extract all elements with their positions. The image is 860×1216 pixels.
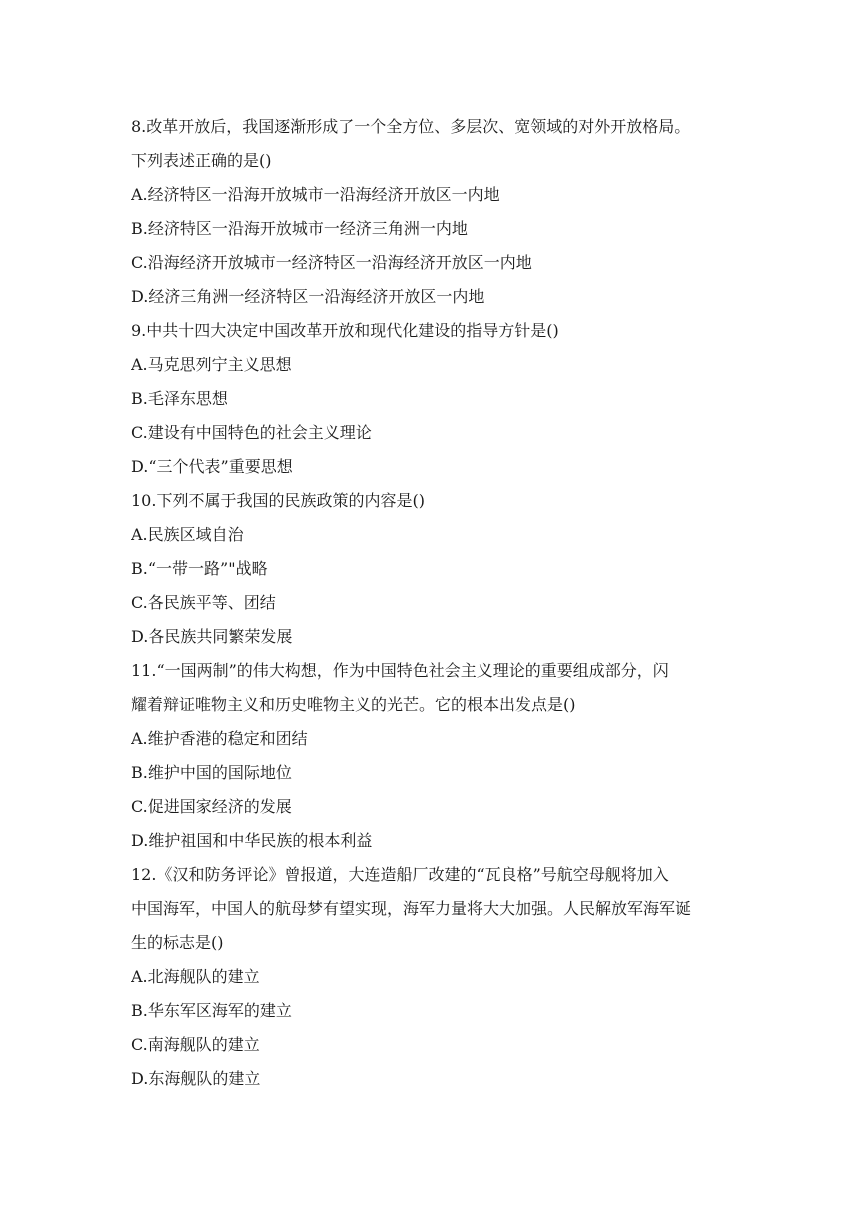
question-12-option-d: D.东海舰队的建立 (131, 1069, 261, 1088)
question-11 (131, 654, 731, 858)
question-12-option-a: A.北海舰队的建立 (131, 967, 260, 986)
question-11-stem-line-2: 耀着辩证唯物主义和历史唯物主义的光芒。它的根本出发点是() (131, 695, 576, 714)
question-8-option-d: D.经济三角洲一经济特区一沿海经济开放区一内地 (131, 287, 485, 306)
question-11-option-b: B.维护中国的国际地位 (131, 763, 292, 782)
question-9-option-c: C.建设有中国特色的社会主义理论 (131, 423, 372, 442)
question-9-stem-line-1: 9.中共十四大决定中国改革开放和现代化建设的指导方针是() (131, 321, 559, 340)
question-10-stem-line-1: 10.下列不属于我国的民族政策的内容是() (131, 491, 425, 510)
question-11-option-d: D.维护祖国和中华民族的根本利益 (131, 831, 373, 850)
question-11-option-a: A.维护香港的稳定和团结 (131, 729, 308, 748)
question-10-option-a: A.民族区域自治 (131, 525, 244, 544)
question-9-option-b: B.毛泽东思想 (131, 389, 228, 408)
question-9 (131, 314, 731, 484)
question-10 (131, 484, 731, 654)
question-12-option-c: C.南海舰队的建立 (131, 1035, 260, 1054)
question-12-stem-line-3: 生的标志是() (131, 933, 224, 952)
question-10-option-d: D.各民族共同繁荣发展 (131, 627, 293, 646)
question-8-option-a: A.经济特区一沿海开放城市一沿海经济开放区一内地 (131, 185, 500, 204)
question-8-stem-line-1: 8.改革开放后，我国逐渐形成了一个全方位、多层次、宽领域的对外开放格局。 (131, 117, 691, 136)
question-12-stem-line-1: 12.《汉和防务评论》曾报道，大连造船厂改建的“瓦良格”号航空母舰将加入 (131, 865, 669, 884)
question-12-option-b: B.华东军区海军的建立 (131, 1001, 292, 1020)
question-12-stem-line-2: 中国海军，中国人的航母梦有望实现，海军力量将大大加强。人民解放军海军诞 (131, 899, 692, 918)
question-12 (131, 858, 731, 1096)
question-list (131, 110, 731, 1096)
question-8 (131, 110, 731, 314)
question-8-option-c: C.沿海经济开放城市一经济特区一沿海经济开放区一内地 (131, 253, 532, 272)
question-9-option-d: D.“三个代表”重要思想 (131, 457, 293, 476)
question-11-option-c: C.促进国家经济的发展 (131, 797, 292, 816)
question-10-option-b: B.“一带一路”"战略 (131, 559, 268, 578)
question-8-stem-line-2: 下列表述正确的是() (131, 151, 272, 170)
question-10-option-c: C.各民族平等、团结 (131, 593, 276, 612)
question-11-stem-line-1: 11.“一国两制”的伟大构想，作为中国特色社会主义理论的重要组成部分，闪 (131, 661, 669, 680)
question-9-option-a: A.马克思列宁主义思想 (131, 355, 292, 374)
question-8-option-b: B.经济特区一沿海开放城市一经济三角洲一内地 (131, 219, 468, 238)
